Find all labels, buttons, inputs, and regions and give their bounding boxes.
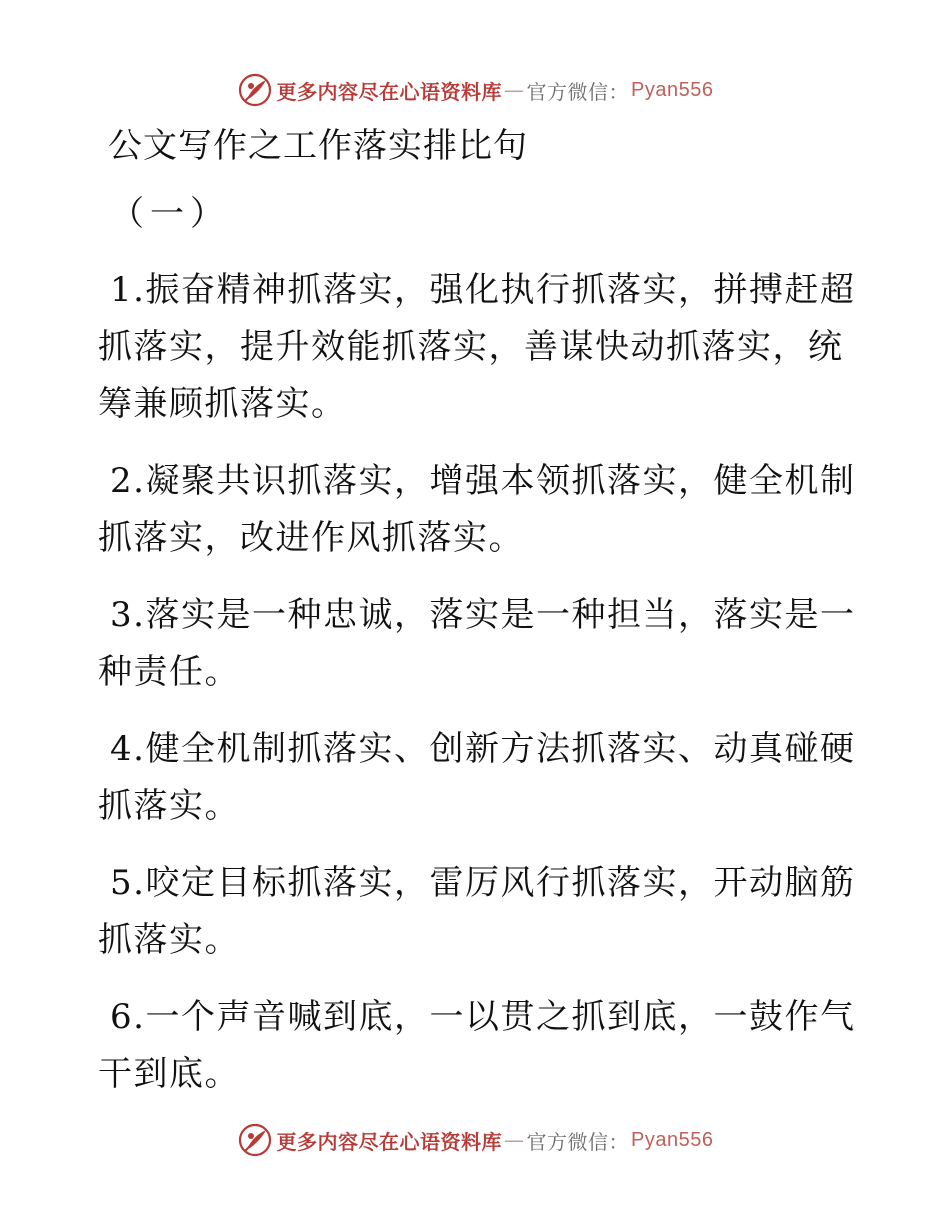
banner-official-label: 官方微信：	[526, 79, 630, 104]
document-body	[98, 122, 858, 1123]
header-banner	[0, 70, 950, 110]
banner-official-label: 官方微信：	[526, 1129, 630, 1154]
banner-wechat-id: Pyan556	[631, 78, 714, 101]
banner-dash: —	[504, 1128, 525, 1152]
list-item: 4.健全机制抓落实、创新方法抓落实、动真碰硬抓落实。	[98, 729, 856, 826]
banner-wechat-id: Pyan556	[631, 1128, 714, 1151]
quill-pen-logo-icon	[237, 1122, 273, 1158]
section-heading: （一）	[110, 194, 230, 234]
list-item: 3.落实是一种忠诚，落实是一种担当，落实是一种责任。	[98, 595, 856, 692]
list-item: 1.振奋精神抓落实，强化执行抓落实，拼搏赶超抓落实，提升效能抓落实，善谋快动抓落实，统筹兼顾抓落实。	[98, 270, 856, 424]
footer-banner	[0, 1120, 950, 1160]
list-item: 2.凝聚共识抓落实，增强本领抓落实，健全机制抓落实，改进作风抓落实。	[98, 461, 856, 558]
list-item: 6.一个声音喊到底，一以贯之抓到底，一鼓作气干到底。	[98, 997, 856, 1094]
quill-pen-logo-icon	[237, 72, 273, 108]
banner-brand-text: 更多内容尽在心语资料库	[276, 1129, 503, 1154]
banner-brand-text: 更多内容尽在心语资料库	[276, 79, 503, 104]
list-item: 5.咬定目标抓落实，雷厉风行抓落实，开动脑筋抓落实。	[98, 863, 856, 960]
banner-dash: —	[504, 78, 525, 102]
document-title: 公文写作之工作落实排比句	[108, 126, 528, 166]
